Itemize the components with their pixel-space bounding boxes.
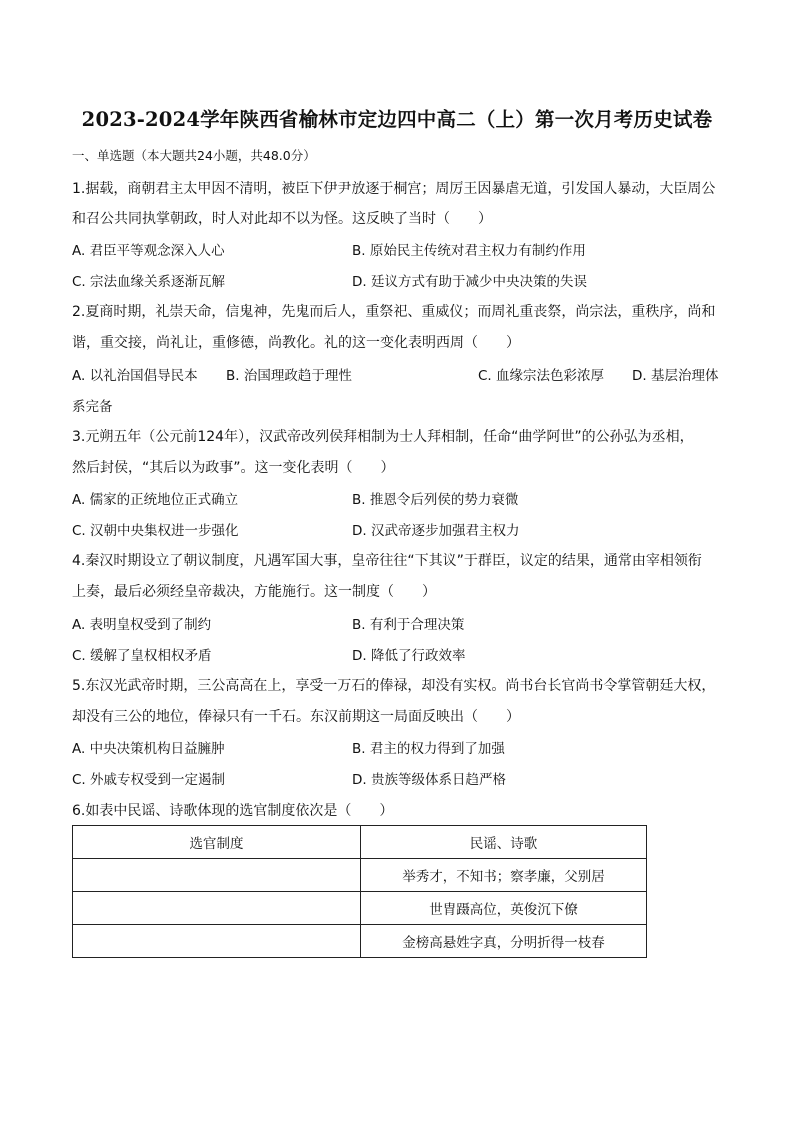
q4-option-a: A. 表明皇权受到了制约 (72, 617, 212, 633)
table-cell-blank (73, 892, 361, 925)
table-cell: 举秀才，不知书；察孝廉，父别居 (361, 859, 647, 892)
q5-option-b: B. 君主的权力得到了加强 (352, 741, 505, 757)
table-header-row (73, 826, 647, 859)
q5-option-a: A. 中央决策机构日益臃肿 (72, 741, 225, 757)
q2-line-2: 谐，重交接，尚礼让，重修德，尚教化。礼的这一变化表明西周（ ） (72, 335, 520, 351)
q4-option-c: C. 缓解了皇权相权矛盾 (72, 648, 212, 664)
q2-option-d-continued: 系完备 (72, 399, 113, 415)
q2-option-c: C. 血缘宗法色彩浓厚 (478, 368, 605, 384)
exam-title: 2023-2024学年陕西省榆林市定边四中高二（上）第一次月考历史试卷 (81, 108, 713, 131)
q3-line-2: 然后封侯，“其后以为政事”。这一变化表明（ ） (72, 460, 395, 476)
q5-line-1: 5.东汉光武帝时期，三公高高在上，享受一万石的俸禄，却没有实权。尚书台长官尚书令掌管朝廷大权， (72, 678, 716, 694)
table-cell-blank (73, 859, 361, 892)
table-cell: 世胄蹑高位，英俊沉下僚 (361, 892, 647, 925)
q4-option-d: D. 降低了行政效率 (352, 648, 466, 664)
q6-line-1: 6.如表中民谣、诗歌体现的选官制度依次是（ ） (72, 803, 394, 819)
table-row (73, 925, 647, 958)
q1-option-a: A. 君臣平等观念深入人心 (72, 243, 225, 259)
selection-system-table (72, 825, 647, 958)
q3-line-1: 3.元朔五年（公元前124年），汉武帝改列侯拜相制为士人拜相制，任命“曲学阿世”的公孙弘为丞相， (72, 429, 694, 445)
q1-line-2: 和召公共同执掌朝政，时人对此却不以为怪。这反映了当时（ ） (72, 211, 492, 227)
q4-line-2: 上奏，最后必须经皇帝裁决，方能施行。这一制度（ ） (72, 584, 436, 600)
q2-line-1: 2.夏商时期，礼崇天命，信鬼神，先鬼而后人，重祭祀、重威仪；而周礼重丧祭，尚宗法，重秩序，尚和 (72, 304, 716, 320)
q4-line-1: 4.秦汉时期设立了朝议制度，凡遇军国大事，皇帝往往“下其议”于群臣，议定的结果，通常由宰相领衔 (72, 553, 702, 569)
q2-option-a: A. 以礼治国倡导民本 (72, 368, 198, 384)
q5-option-d: D. 贵族等级体系日趋严格 (352, 772, 506, 788)
q1-line-1: 1.据载，商朝君主太甲因不清明，被臣下伊尹放逐于桐宫；周厉王因暴虐无道，引发国人暴动，大臣周公 (72, 181, 716, 197)
q5-option-c: C. 外戚专权受到一定遏制 (72, 772, 226, 788)
table-header-cell: 民谣、诗歌 (361, 826, 647, 859)
table-cell-blank (73, 925, 361, 958)
q1-option-c: C. 宗法血缘关系逐渐瓦解 (72, 274, 226, 290)
q3-option-d: D. 汉武帝逐步加强君主权力 (352, 523, 520, 539)
q2-option-b: B. 治国理政趋于理性 (226, 368, 352, 384)
table-row (73, 859, 647, 892)
q3-option-b: B. 推恩令后列侯的势力衰微 (352, 492, 519, 508)
table-cell: 金榜高悬姓字真，分明折得一枝春 (361, 925, 647, 958)
q3-option-a: A. 儒家的正统地位正式确立 (72, 492, 239, 508)
q2-option-d: D. 基层治理体 (632, 368, 719, 384)
q3-option-c: C. 汉朝中央集权进一步强化 (72, 523, 239, 539)
table-header-cell: 选官制度 (73, 826, 361, 859)
q5-line-2: 却没有三公的地位，俸禄只有一千石。东汉前期这一局面反映出（ ） (72, 709, 520, 725)
table-row (73, 892, 647, 925)
q4-option-b: B. 有利于合理决策 (352, 617, 465, 633)
q1-option-d: D. 廷议方式有助于减少中央决策的失误 (352, 274, 587, 290)
q1-option-b: B. 原始民主传统对君主权力有制约作用 (352, 243, 586, 259)
section-heading: 一、单选题（本大题共24小题，共48.0分） (72, 148, 316, 163)
